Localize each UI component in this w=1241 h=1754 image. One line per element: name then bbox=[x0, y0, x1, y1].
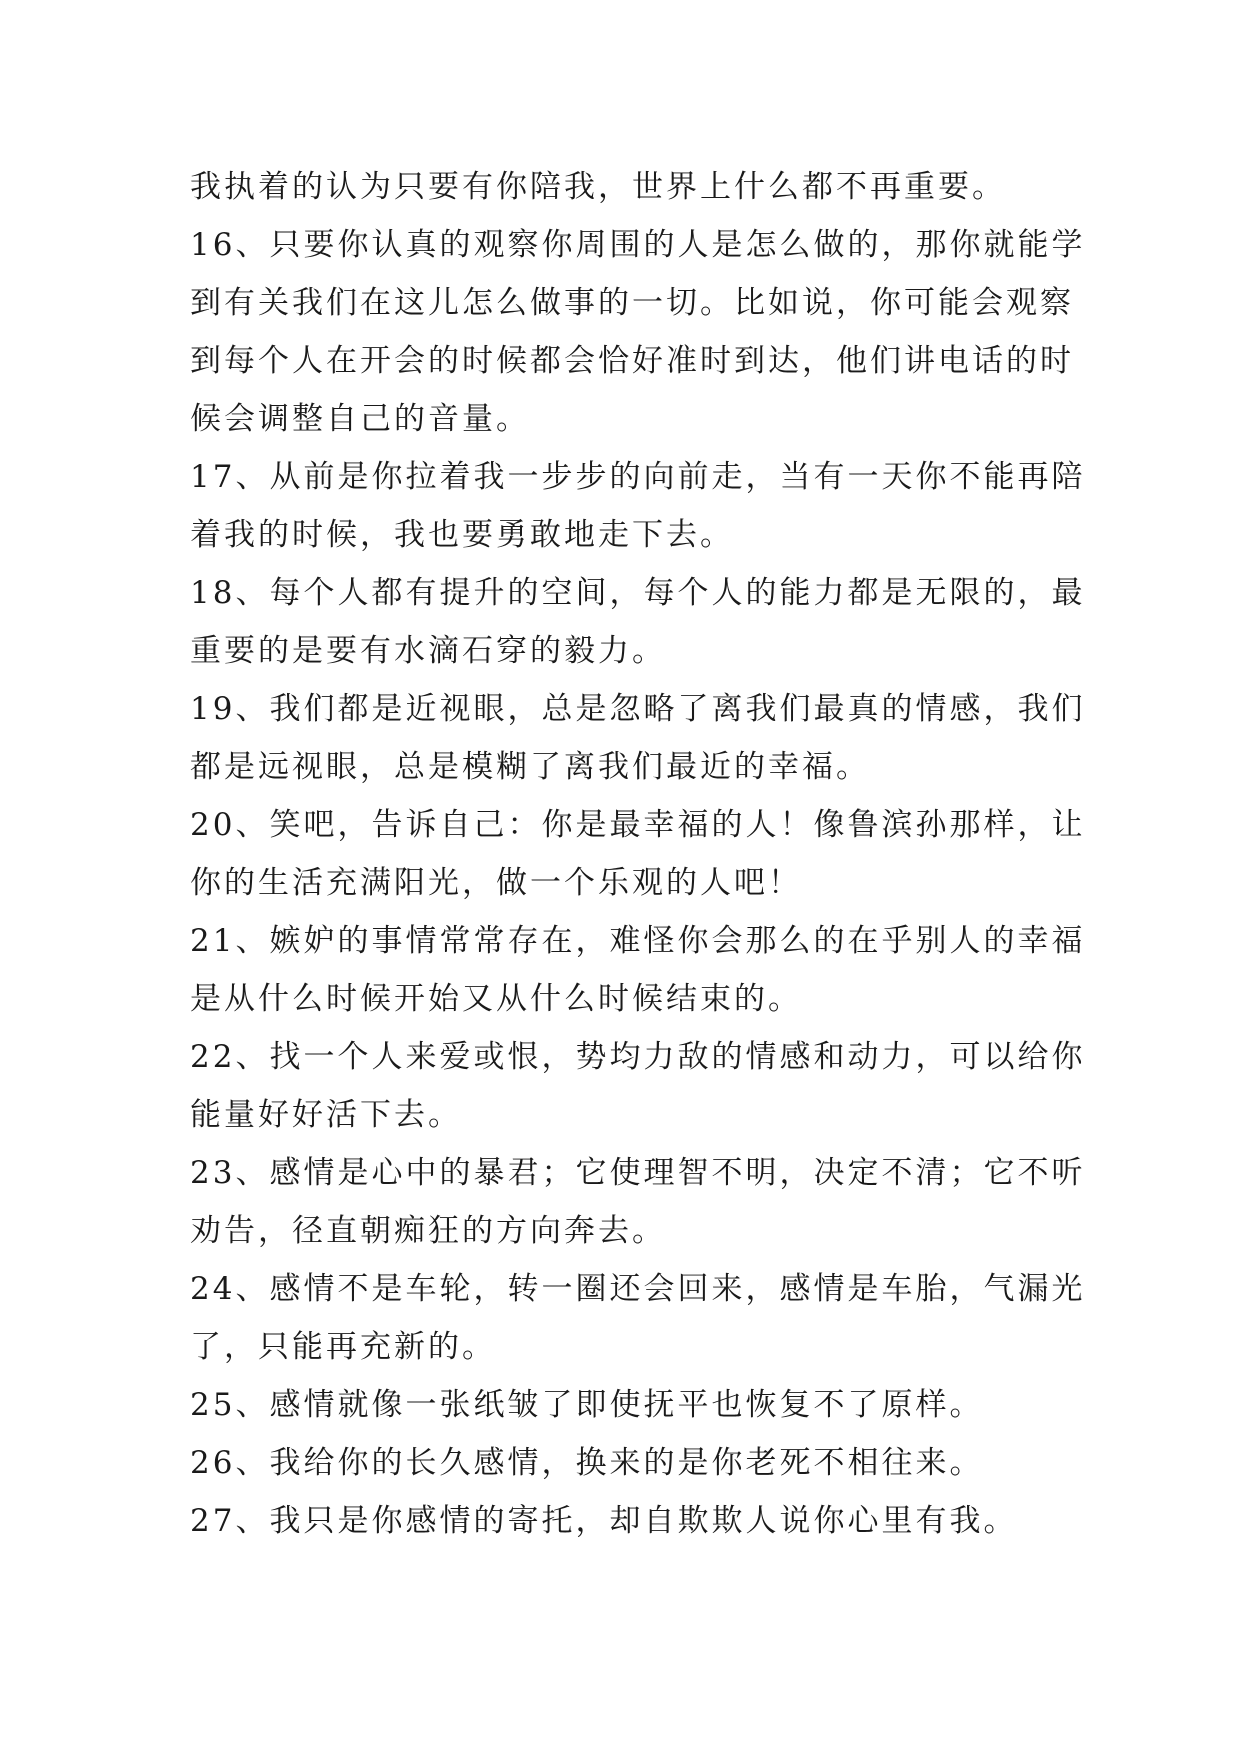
paragraph-20 bbox=[190, 796, 1086, 912]
paragraph-17 bbox=[190, 448, 1086, 564]
text-line: 25、感情就像一张纸皱了即使抚平也恢复不了原样。 bbox=[190, 1387, 984, 1423]
text-line: 18、每个人都有提升的空间，每个人的能力都是无限的，最 bbox=[190, 575, 1086, 611]
text-line: 27、我只是你感情的寄托，却自欺欺人说你心里有我。 bbox=[190, 1503, 1018, 1539]
text-line: 24、感情不是车轮，转一圈还会回来，感情是车胎，气漏光 bbox=[190, 1271, 1086, 1307]
text-line: 21、嫉妒的事情常常存在，难怪你会那么的在乎别人的幸福 bbox=[190, 923, 1086, 959]
text-line: 17、从前是你拉着我一步步的向前走，当有一天你不能再陪 bbox=[190, 459, 1086, 495]
paragraph-24 bbox=[190, 1260, 1086, 1376]
document-page bbox=[190, 158, 1086, 1550]
paragraph-continuation bbox=[190, 158, 1070, 216]
text-line: 了，只能再充新的。 bbox=[190, 1329, 496, 1365]
text-line: 重要的是要有水滴石穿的毅力。 bbox=[190, 633, 666, 669]
text-line: 你的生活充满阳光，做一个乐观的人吧！ bbox=[190, 865, 802, 901]
text-line: 能量好好活下去。 bbox=[190, 1097, 462, 1133]
text-line: 是从什么时候开始又从什么时候结束的。 bbox=[190, 981, 802, 1017]
text-line: 20、笑吧，告诉自己：你是最幸福的人！像鲁滨孙那样，让 bbox=[190, 807, 1086, 843]
text-line: 都是远视眼，总是模糊了离我们最近的幸福。 bbox=[190, 749, 870, 785]
paragraph-25 bbox=[190, 1376, 1070, 1434]
paragraph-18 bbox=[190, 564, 1086, 680]
text-line: 我执着的认为只要有你陪我，世界上什么都不再重要。 bbox=[190, 169, 1006, 205]
text-line: 到有关我们在这儿怎么做事的一切。比如说，你可能会观察 bbox=[190, 285, 1074, 321]
text-line: 着我的时候，我也要勇敢地走下去。 bbox=[190, 517, 734, 553]
text-line: 26、我给你的长久感情，换来的是你老死不相往来。 bbox=[190, 1445, 984, 1481]
paragraph-26 bbox=[190, 1434, 1070, 1492]
paragraph-21 bbox=[190, 912, 1086, 1028]
text-line: 22、找一个人来爱或恨，势均力敌的情感和动力，可以给你 bbox=[190, 1039, 1086, 1075]
paragraph-19 bbox=[190, 680, 1086, 796]
text-line: 23、感情是心中的暴君；它使理智不明，决定不清；它不听 bbox=[190, 1155, 1086, 1191]
text-line: 候会调整自己的音量。 bbox=[190, 401, 530, 437]
text-line: 16、只要你认真的观察你周围的人是怎么做的，那你就能学 bbox=[190, 227, 1086, 263]
text-line: 劝告，径直朝痴狂的方向奔去。 bbox=[190, 1213, 666, 1249]
paragraph-22 bbox=[190, 1028, 1086, 1144]
paragraph-23 bbox=[190, 1144, 1086, 1260]
text-line: 到每个人在开会的时候都会恰好准时到达，他们讲电话的时 bbox=[190, 343, 1074, 379]
paragraph-16 bbox=[190, 216, 1086, 448]
text-line: 19、我们都是近视眼，总是忽略了离我们最真的情感，我们 bbox=[190, 691, 1086, 727]
paragraph-27 bbox=[190, 1492, 1070, 1550]
